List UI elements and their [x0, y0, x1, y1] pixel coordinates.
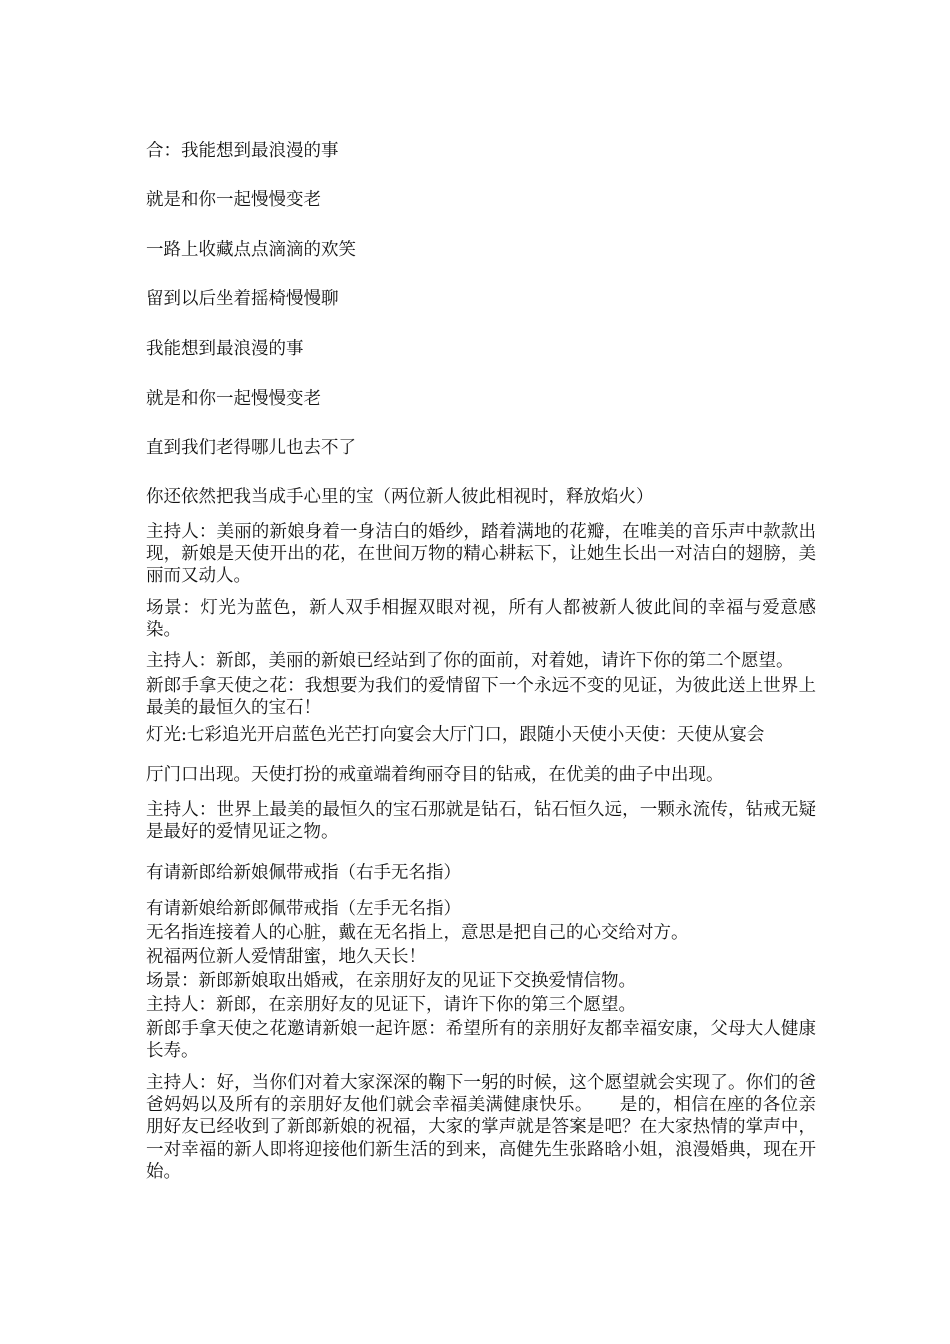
- ring-meaning-line: 无名指连接着人的心脏，戴在无名指上，意思是把自己的心交给对方。: [146, 923, 689, 943]
- lyric-line: 直到我们老得哪儿也去不了: [146, 438, 356, 458]
- groom-angel-flower-paragraph: 新郎手拿天使之花：我想要为我们的爱情留下一个永远不变的见证，为彼此送上世界上最美的最恒久的宝石！: [146, 676, 816, 719]
- lyric-line: 一路上收藏点点滴滴的欢笑: [146, 240, 356, 260]
- groom-ring-line: 有请新郎给新娘佩带戒指（右手无名指）: [146, 863, 461, 883]
- lyric-line: 我能想到最浪漫的事: [146, 339, 304, 359]
- scene-blue-paragraph: 场景：灯光为蓝色，新人双手相握双眼对视，所有人都被新人彼此间的幸福与爱意感染。: [146, 598, 816, 641]
- lyric-line: 你还依然把我当成手心里的宝（两位新人彼此相视时，释放焰火）: [146, 487, 654, 507]
- lighting-line: 厅门口出现。天使打扮的戒童端着绚丽夺目的钻戒，在优美的曲子中出现。: [146, 765, 724, 785]
- blessing-line: 祝福两位新人爱情甜蜜，地久天长！: [146, 947, 426, 967]
- lyric-line: 就是和你一起慢慢变老: [146, 190, 321, 210]
- host-final-paragraph: 主持人：好，当你们对着大家深深的鞠下一躬的时候，这个愿望就会实现了。你们的爸爸妈妈以及所有的亲朋好友他们就会幸福美满健康快乐。 是的，相信在座的各位亲朋好友已经收到了新郎新娘的祝福，大家的掌声就是答案是吧？在大家热情的掌声中，一对幸福的新人即将迎接他们新生活的到来，高健先生张路晗小姐，浪漫婚典，现在开始。: [146, 1073, 816, 1182]
- host-second-wish-paragraph: 主持人：新郎，美丽的新娘已经站到了你的面前，对着她，请许下你的第二个愿望。: [146, 651, 794, 671]
- lyric-line: 就是和你一起慢慢变老: [146, 389, 321, 409]
- scene-exchange-line: 场景：新郎新娘取出婚戒，在亲朋好友的见证下交换爱情信物。: [146, 971, 636, 991]
- bride-ring-line: 有请新娘给新郎佩带戒指（左手无名指）: [146, 899, 461, 919]
- lyric-line: 留到以后坐着摇椅慢慢聊: [146, 289, 339, 309]
- host-bride-paragraph: 主持人：美丽的新娘身着一身洁白的婚纱，踏着满地的花瓣，在唯美的音乐声中款款出现，新娘是天使开出的花，在世间万物的精心耕耘下，让她生长出一对洁白的翅膀，美丽而又动人。: [146, 522, 816, 587]
- host-third-wish-line: 主持人：新郎，在亲朋好友的见证下，请许下你的第三个愿望。: [146, 995, 636, 1015]
- groom-invite-paragraph: 新郎手拿天使之花邀请新娘一起许愿：希望所有的亲朋好友都幸福安康，父母大人健康长寿。: [146, 1019, 816, 1062]
- lighting-line: 灯光:七彩追光开启蓝色光芒打向宴会大厅门口，跟随小天使小天使：天使从宴会: [146, 725, 765, 745]
- lyric-line: 合：我能想到最浪漫的事: [146, 141, 339, 161]
- host-diamond-paragraph: 主持人：世界上最美的最恒久的宝石那就是钻石，钻石恒久远，一颗永流传，钻戒无疑是最好的爱情见证之物。: [146, 800, 816, 843]
